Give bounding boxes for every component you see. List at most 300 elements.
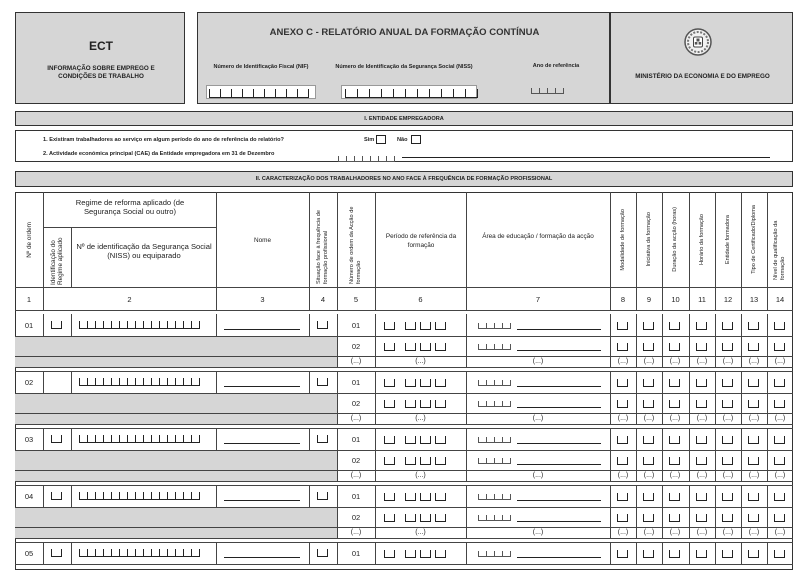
code-box[interactable] [696, 343, 707, 351]
column-divider [375, 314, 376, 336]
worker-order-number: 02 [24, 377, 34, 387]
code-box[interactable] [617, 550, 628, 558]
period-box[interactable] [384, 379, 395, 387]
period-box[interactable] [435, 457, 446, 465]
niss-input[interactable] [79, 378, 200, 386]
area-description-line[interactable] [517, 407, 601, 408]
period-box[interactable] [384, 550, 395, 558]
period-box[interactable] [405, 514, 416, 522]
period-box[interactable] [420, 436, 431, 444]
column-divider [71, 428, 72, 450]
area-ellipsis: (...) [532, 415, 544, 422]
period-box[interactable] [420, 343, 431, 351]
area-code-input[interactable] [478, 401, 511, 407]
row-divider [15, 542, 793, 543]
column-divider [689, 371, 690, 393]
code-box[interactable] [669, 457, 680, 465]
column-divider [309, 314, 310, 336]
column-divider [636, 485, 637, 507]
code-box[interactable] [774, 493, 785, 501]
col-number: 7 [535, 294, 541, 304]
period-box[interactable] [405, 457, 416, 465]
cell-ellipsis: (...) [617, 529, 629, 536]
period-ellipsis: (...) [415, 415, 426, 422]
column-divider [216, 371, 217, 393]
col-duration-header: Duração da acção (horas) [672, 207, 678, 272]
period-box[interactable] [384, 493, 395, 501]
column-divider [610, 450, 611, 470]
column-divider [43, 371, 44, 393]
column-divider [610, 393, 611, 413]
worker-continuation-block [15, 336, 337, 367]
col-number: 13 [749, 294, 759, 304]
period-box[interactable] [384, 436, 395, 444]
cell-ellipsis: (...) [617, 358, 629, 365]
org-full: INFORMAÇÃO SOBRE EMPREGO E CONDIÇÕES DE TRABALHO [47, 65, 155, 80]
code-box[interactable] [774, 514, 785, 522]
niss-input[interactable] [79, 492, 200, 500]
column-divider [466, 450, 467, 470]
col-number: 5 [353, 294, 359, 304]
area-description-line[interactable] [517, 500, 601, 501]
column-divider [636, 393, 637, 413]
cell-ellipsis: (...) [774, 472, 786, 479]
cell-ellipsis: (...) [748, 358, 760, 365]
row-divider [15, 336, 793, 337]
action-number: (...) [350, 358, 362, 365]
period-box[interactable] [405, 379, 416, 387]
column-divider [466, 542, 467, 564]
period-box[interactable] [420, 322, 431, 330]
row-divider [15, 428, 793, 429]
period-box[interactable] [420, 457, 431, 465]
worker-order-number: 05 [24, 548, 34, 558]
col-entity-header: Entidade formadora [724, 214, 731, 265]
niss-label: Número de Identificação da Segurança Social (NISS) [335, 64, 473, 70]
header-left-box [15, 12, 185, 104]
regime-id-box[interactable] [51, 549, 62, 557]
code-box[interactable] [722, 550, 733, 558]
column-divider [662, 485, 663, 507]
code-box[interactable] [722, 514, 733, 522]
col-regime-id-header: Identificação do Regime aplicado [50, 236, 64, 285]
period-box[interactable] [384, 400, 395, 408]
column-divider [466, 336, 467, 356]
column-divider [71, 542, 72, 564]
section1-title: I. ENTIDADE EMPREGADORA [15, 111, 793, 126]
area-code-input[interactable] [478, 458, 511, 464]
code-box[interactable] [722, 343, 733, 351]
col-modality-header: Modalidade de formação [619, 208, 626, 271]
column-divider [610, 428, 611, 450]
area-description-line[interactable] [517, 521, 601, 522]
column-divider [610, 542, 611, 564]
period-box[interactable] [384, 343, 395, 351]
row-divider [15, 485, 793, 486]
cell-ellipsis: (...) [774, 358, 786, 365]
period-box[interactable] [435, 514, 446, 522]
column-divider [715, 450, 716, 470]
cell-ellipsis: (...) [696, 358, 708, 365]
column-divider [636, 542, 637, 564]
code-box[interactable] [669, 493, 680, 501]
column-divider [216, 428, 217, 450]
column-divider [767, 450, 768, 470]
cell-ellipsis: (...) [669, 415, 681, 422]
name-input[interactable] [224, 500, 300, 501]
code-box[interactable] [669, 514, 680, 522]
code-box[interactable] [748, 379, 759, 387]
column-divider [375, 450, 376, 470]
cell-ellipsis: (...) [617, 415, 629, 422]
area-description-line[interactable] [517, 557, 601, 558]
code-box[interactable] [774, 550, 785, 558]
column-divider [662, 428, 663, 450]
column-divider [375, 371, 376, 393]
cell-ellipsis: (...) [643, 529, 655, 536]
col-number: 9 [646, 294, 652, 304]
period-box[interactable] [405, 400, 416, 408]
column-divider [767, 428, 768, 450]
code-box[interactable] [774, 400, 785, 408]
action-number: (...) [350, 529, 362, 536]
yes-label: Sim [364, 137, 375, 143]
coat-of-arms-icon [683, 27, 713, 57]
code-box[interactable] [748, 436, 759, 444]
question-2: 2. Actividade económica principal (CAE) da Entidade empregadora em 31 de Dezembro [43, 151, 275, 157]
situation-box[interactable] [317, 378, 328, 386]
code-box[interactable] [774, 322, 785, 330]
org-short: ECT [89, 39, 113, 53]
period-box[interactable] [405, 436, 416, 444]
code-box[interactable] [643, 436, 654, 444]
code-box[interactable] [696, 493, 707, 501]
area-code-input[interactable] [478, 323, 511, 329]
col-level-header: Nível de qualificação da formação [773, 220, 786, 280]
code-box[interactable] [617, 493, 628, 501]
cell-ellipsis: (...) [722, 358, 734, 365]
cell-ellipsis: (...) [722, 415, 734, 422]
period-ellipsis: (...) [415, 529, 426, 536]
action-number: 02 [351, 512, 361, 522]
period-box[interactable] [420, 514, 431, 522]
code-box[interactable] [722, 493, 733, 501]
code-box[interactable] [643, 343, 654, 351]
col-area-header: Área de educação / formação da acção [482, 233, 594, 240]
code-box[interactable] [774, 343, 785, 351]
code-box[interactable] [722, 379, 733, 387]
niss-input[interactable] [79, 321, 200, 329]
col-period-header: Período de referência da formação [385, 233, 457, 249]
column-divider [43, 485, 44, 507]
code-box[interactable] [669, 550, 680, 558]
column-divider [662, 371, 663, 393]
worker-order-number: 03 [24, 434, 34, 444]
cell-ellipsis: (...) [774, 415, 786, 422]
code-box[interactable] [748, 400, 759, 408]
code-box[interactable] [617, 343, 628, 351]
column-divider [309, 371, 310, 393]
year-field[interactable] [531, 85, 567, 98]
period-box[interactable] [405, 493, 416, 501]
col-order-header: Nº de ordem [25, 221, 33, 258]
column-divider [636, 336, 637, 356]
period-box[interactable] [384, 457, 395, 465]
column-divider [689, 393, 690, 413]
period-box[interactable] [435, 322, 446, 330]
period-box[interactable] [435, 493, 446, 501]
cell-ellipsis: (...) [669, 529, 681, 536]
column-divider [662, 450, 663, 470]
column-divider [375, 393, 376, 413]
worker-continuation-block [15, 450, 337, 481]
row-divider [15, 371, 793, 372]
situation-box[interactable] [317, 435, 328, 443]
situation-box[interactable] [317, 321, 328, 329]
column-divider [715, 507, 716, 527]
column-divider [466, 428, 467, 450]
cell-ellipsis: (...) [748, 415, 760, 422]
code-box[interactable] [617, 400, 628, 408]
column-divider [375, 428, 376, 450]
nif-field[interactable] [206, 85, 316, 99]
name-input[interactable] [224, 557, 300, 558]
column-divider [741, 336, 742, 356]
code-box[interactable] [669, 379, 680, 387]
cae-description-line[interactable] [402, 157, 770, 158]
area-description-line[interactable] [517, 350, 601, 351]
column-divider [375, 485, 376, 507]
regime-id-box[interactable] [51, 321, 62, 329]
code-box[interactable] [748, 514, 759, 522]
no-label: Não [397, 137, 408, 143]
column-divider [610, 371, 611, 393]
code-box[interactable] [696, 514, 707, 522]
column-divider [689, 428, 690, 450]
no-checkbox[interactable] [411, 135, 421, 144]
period-box[interactable] [435, 400, 446, 408]
header-right-box [610, 12, 793, 104]
col-number: 2 [127, 294, 132, 304]
column-divider [309, 428, 310, 450]
area-ellipsis: (...) [532, 472, 544, 479]
period-box[interactable] [435, 550, 446, 558]
column-divider [715, 336, 716, 356]
column-divider [741, 507, 742, 527]
worker-continuation-block [15, 393, 337, 424]
code-box[interactable] [722, 436, 733, 444]
name-input[interactable] [224, 386, 300, 387]
row-divider [15, 367, 793, 368]
row-divider [15, 507, 793, 508]
col-name-header: Nome [253, 237, 272, 244]
code-box[interactable] [617, 436, 628, 444]
name-input[interactable] [224, 329, 300, 330]
column-divider [610, 485, 611, 507]
code-box[interactable] [696, 457, 707, 465]
col-number: 6 [418, 294, 423, 304]
code-box[interactable] [617, 457, 628, 465]
period-box[interactable] [420, 493, 431, 501]
area-description-line[interactable] [517, 443, 601, 444]
code-box[interactable] [722, 457, 733, 465]
area-code-input[interactable] [478, 494, 511, 500]
cell-ellipsis: (...) [722, 529, 734, 536]
column-divider [466, 314, 467, 336]
code-box[interactable] [669, 343, 680, 351]
code-box[interactable] [643, 550, 654, 558]
action-number: 01 [351, 320, 361, 330]
period-box[interactable] [435, 379, 446, 387]
row-divider [15, 564, 793, 565]
column-divider [375, 336, 376, 356]
code-box[interactable] [643, 322, 654, 330]
period-box[interactable] [435, 436, 446, 444]
column-divider [43, 314, 44, 336]
action-number: (...) [350, 472, 362, 479]
situation-box[interactable] [317, 492, 328, 500]
row-divider [15, 450, 793, 451]
action-number: 02 [351, 398, 361, 408]
area-ellipsis: (...) [532, 358, 544, 365]
period-ellipsis: (...) [415, 358, 426, 365]
niss-input[interactable] [79, 549, 200, 557]
area-description-line[interactable] [517, 386, 601, 387]
column-divider [610, 336, 611, 356]
period-box[interactable] [420, 550, 431, 558]
period-box[interactable] [384, 322, 395, 330]
column-divider [309, 542, 310, 564]
code-box[interactable] [696, 379, 707, 387]
code-box[interactable] [696, 550, 707, 558]
code-box[interactable] [748, 343, 759, 351]
area-description-line[interactable] [517, 329, 601, 330]
col-number: 11 [698, 294, 706, 304]
niss-input[interactable] [79, 435, 200, 443]
cell-ellipsis: (...) [748, 472, 760, 479]
period-box[interactable] [384, 514, 395, 522]
ministry-name: MINISTÉRIO DA ECONOMIA E DO EMPREGO [635, 73, 770, 80]
column-divider [466, 507, 467, 527]
column-divider [216, 542, 217, 564]
code-box[interactable] [617, 379, 628, 387]
column-divider [71, 485, 72, 507]
area-code-input[interactable] [478, 515, 511, 521]
cell-ellipsis: (...) [748, 529, 760, 536]
column-divider [43, 428, 44, 450]
column-divider [216, 485, 217, 507]
column-divider [741, 428, 742, 450]
column-divider [767, 336, 768, 356]
column-divider [662, 542, 663, 564]
code-box[interactable] [696, 436, 707, 444]
cell-ellipsis: (...) [643, 472, 655, 479]
code-box[interactable] [722, 322, 733, 330]
code-box[interactable] [669, 322, 680, 330]
code-box[interactable] [748, 493, 759, 501]
header-center-box [197, 12, 610, 104]
col-number: 12 [723, 294, 733, 304]
worker-continuation-block [15, 507, 337, 538]
period-box[interactable] [405, 343, 416, 351]
code-box[interactable] [617, 514, 628, 522]
code-box[interactable] [748, 322, 759, 330]
code-box[interactable] [774, 457, 785, 465]
action-number: 01 [351, 491, 361, 501]
cae-field[interactable] [338, 149, 395, 167]
column-divider [741, 450, 742, 470]
col-number: 8 [620, 294, 626, 304]
column-divider [636, 450, 637, 470]
column-divider [610, 314, 611, 336]
area-code-input[interactable] [478, 551, 511, 557]
column-divider [741, 542, 742, 564]
code-box[interactable] [669, 436, 680, 444]
area-description-line[interactable] [517, 464, 601, 465]
area-code-input[interactable] [478, 380, 511, 386]
cell-ellipsis: (...) [774, 529, 786, 536]
situation-box[interactable] [317, 549, 328, 557]
period-box[interactable] [420, 379, 431, 387]
name-input[interactable] [224, 443, 300, 444]
row-divider [15, 424, 793, 425]
column-divider [662, 336, 663, 356]
code-box[interactable] [748, 550, 759, 558]
area-code-input[interactable] [478, 344, 511, 350]
period-box[interactable] [405, 322, 416, 330]
col-situation-header: Situação face à frequência de formação profissional [316, 209, 329, 284]
code-box[interactable] [643, 514, 654, 522]
code-box[interactable] [643, 400, 654, 408]
cell-ellipsis: (...) [696, 529, 708, 536]
column-divider [375, 542, 376, 564]
column-divider [767, 371, 768, 393]
period-box[interactable] [435, 343, 446, 351]
code-box[interactable] [617, 322, 628, 330]
column-divider [767, 507, 768, 527]
action-number: (...) [350, 415, 362, 422]
code-box[interactable] [643, 379, 654, 387]
period-box[interactable] [405, 550, 416, 558]
niss-field[interactable] [341, 85, 477, 99]
code-box[interactable] [774, 436, 785, 444]
period-box[interactable] [420, 400, 431, 408]
section1-box [15, 130, 793, 162]
nif-label: Número de Identificação Fiscal (NIF) [213, 64, 309, 70]
yes-checkbox[interactable] [376, 135, 386, 144]
col-number: 4 [320, 294, 326, 304]
code-box[interactable] [722, 400, 733, 408]
worker-order-number: 04 [24, 491, 34, 501]
code-box[interactable] [696, 322, 707, 330]
column-divider [466, 393, 467, 413]
regime-id-box[interactable] [51, 435, 62, 443]
code-box[interactable] [748, 457, 759, 465]
column-divider [610, 507, 611, 527]
code-box[interactable] [774, 379, 785, 387]
regime-id-box[interactable] [51, 492, 62, 500]
column-divider [309, 485, 310, 507]
cell-ellipsis: (...) [696, 472, 708, 479]
column-divider [689, 314, 690, 336]
code-box[interactable] [696, 400, 707, 408]
code-box[interactable] [669, 400, 680, 408]
column-divider [71, 371, 72, 393]
code-box[interactable] [643, 493, 654, 501]
area-code-input[interactable] [478, 437, 511, 443]
column-divider [741, 314, 742, 336]
code-box[interactable] [643, 457, 654, 465]
